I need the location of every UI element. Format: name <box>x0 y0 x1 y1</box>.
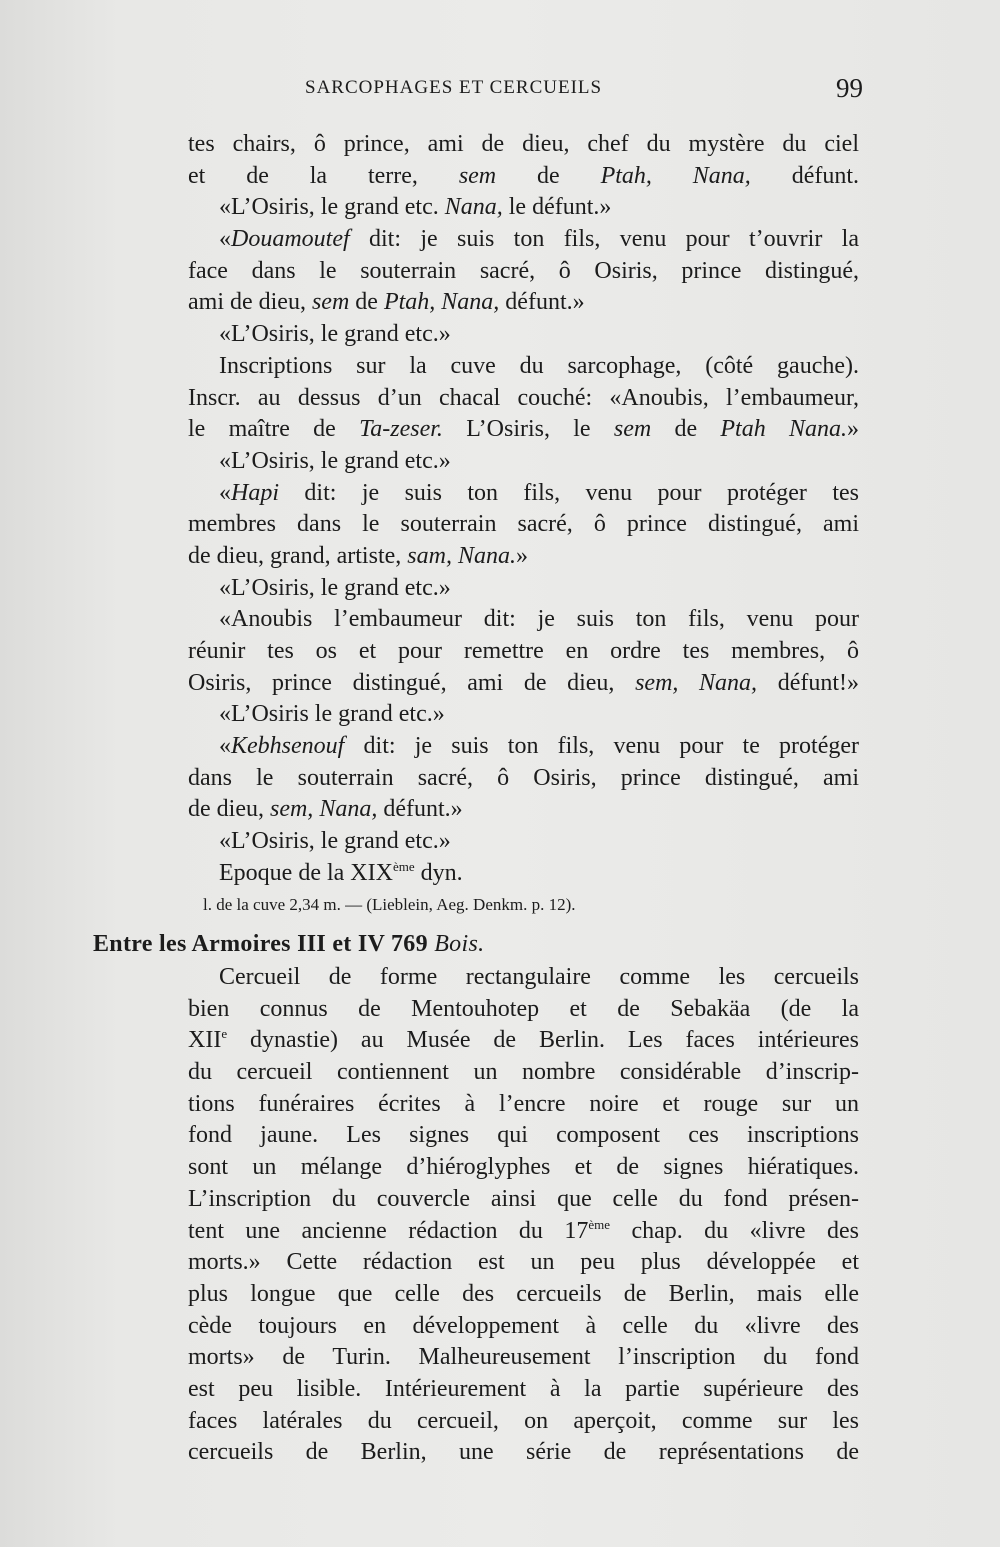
text-line: «L’Osiris, le grand etc.» <box>219 447 451 474</box>
text-line: Inscr. au dessus d’un chacal couché: «Anoubis, l’embaumeur, <box>188 384 859 411</box>
text-line: bien connus de Mentouhotep et de Sebakäa (de la <box>188 995 859 1022</box>
coffin-description-text <box>188 962 859 1469</box>
text-line: faces latérales du cercueil, on aperçoit, comme sur les <box>188 1407 859 1434</box>
text-line: tent une ancienne rédaction du 17ème chap. du «livre des <box>188 1216 860 1244</box>
text-line: Epoque de la XIXème dyn. <box>219 858 463 886</box>
text-line: «L’Osiris, le grand etc.» <box>219 574 451 601</box>
text-line: de dieu, grand, artiste, sam, Nana.» <box>188 542 528 569</box>
text-line: du cercueil contiennent un nombre considérable d’inscrip- <box>188 1059 859 1086</box>
text-line: réunir tes os et pour remettre en ordre tes membres, ô <box>188 638 859 664</box>
text-line: de dieu, sem, Nana, défunt.» <box>188 796 463 823</box>
section-heading: Entre les Armoires III et IV 769 Bois. <box>93 931 485 957</box>
text-line: dans le souterrain sacré, ô Osiris, prince distingué, ami <box>188 764 859 791</box>
text-line: «Douamoutef dit: je suis ton fils, venu pour t’ouvrir la <box>219 226 859 253</box>
page-header <box>0 73 1000 109</box>
text-line: le maître de Ta-zeser. L’Osiris, le sem de Ptah Nana.» <box>188 416 860 443</box>
text-line: fond jaune. Les signes qui composent ces inscriptions <box>188 1122 859 1149</box>
text-line: tions funéraires écrites à l’encre noire et rouge sur un <box>188 1090 859 1117</box>
text-line: «Anoubis l’embaumeur dit: je suis ton fils, venu pour <box>219 606 859 633</box>
text-line: sont un mélange d’hiéroglyphes et de signes hiératiques. <box>188 1154 859 1181</box>
text-line: plus longue que celle des cercueils de Berlin, mais elle <box>188 1280 859 1307</box>
text-line: L’inscription du couvercle ainsi que celle du fond présen- <box>188 1185 859 1212</box>
text-line: «L’Osiris, le grand etc.» <box>219 828 451 855</box>
text-line: XIIe dynastie) au Musée de Berlin. Les faces intérieures <box>188 1026 859 1054</box>
text-line: tes chairs, ô prince, ami de dieu, chef du mystère du ciel <box>188 131 859 157</box>
text-line: ami de dieu, sem de Ptah, Nana, défunt.» <box>188 289 585 316</box>
text-line: morts» de Turin. Malheureusement l’inscription du fond <box>188 1344 859 1371</box>
text-line: «L’Osiris, le grand etc.» <box>219 321 451 348</box>
text-line: «Hapi dit: je suis ton fils, venu pour protéger tes <box>219 479 859 506</box>
text-line: Osiris, prince distingué, ami de dieu, sem, Nana, défunt!» <box>188 669 860 696</box>
text-line: Inscriptions sur la cuve du sarcophage, (côté gauche). <box>219 352 859 379</box>
text-line: est peu lisible. Intérieurement à la partie supérieure des <box>188 1375 859 1402</box>
text-line: cède toujours en développement à celle du «livre des <box>188 1312 859 1339</box>
text-line: «L’Osiris le grand etc.» <box>219 701 445 728</box>
text-line: «Kebhsenouf dit: je suis ton fils, venu pour te protéger <box>219 733 859 760</box>
text-line: face dans le souterrain sacré, ô Osiris, prince distingué, <box>188 257 859 284</box>
text-line: cercueils de Berlin, une série de représentations de <box>188 1439 859 1466</box>
sarcophagus-inscriptions-text <box>188 129 859 920</box>
page-number: 99 <box>836 73 863 103</box>
text-line: «L’Osiris, le grand etc. Nana, le défunt.» <box>219 194 612 221</box>
text-line: Cercueil de forme rectangulaire comme les cercueils <box>219 964 859 990</box>
text-line: morts.» Cette rédaction est un peu plus développée et <box>188 1249 859 1276</box>
text-line: et de la terre, sem de Ptah, Nana, défunt. <box>188 162 860 189</box>
running-title: SARCOPHAGES ET CERCUEILS <box>305 77 603 98</box>
dimension-note: l. de la cuve 2,34 m. — (Lieblein, Aeg. Denkm. p. 12). <box>203 894 576 914</box>
text-line: membres dans le souterrain sacré, ô prince distingué, ami <box>188 511 859 538</box>
